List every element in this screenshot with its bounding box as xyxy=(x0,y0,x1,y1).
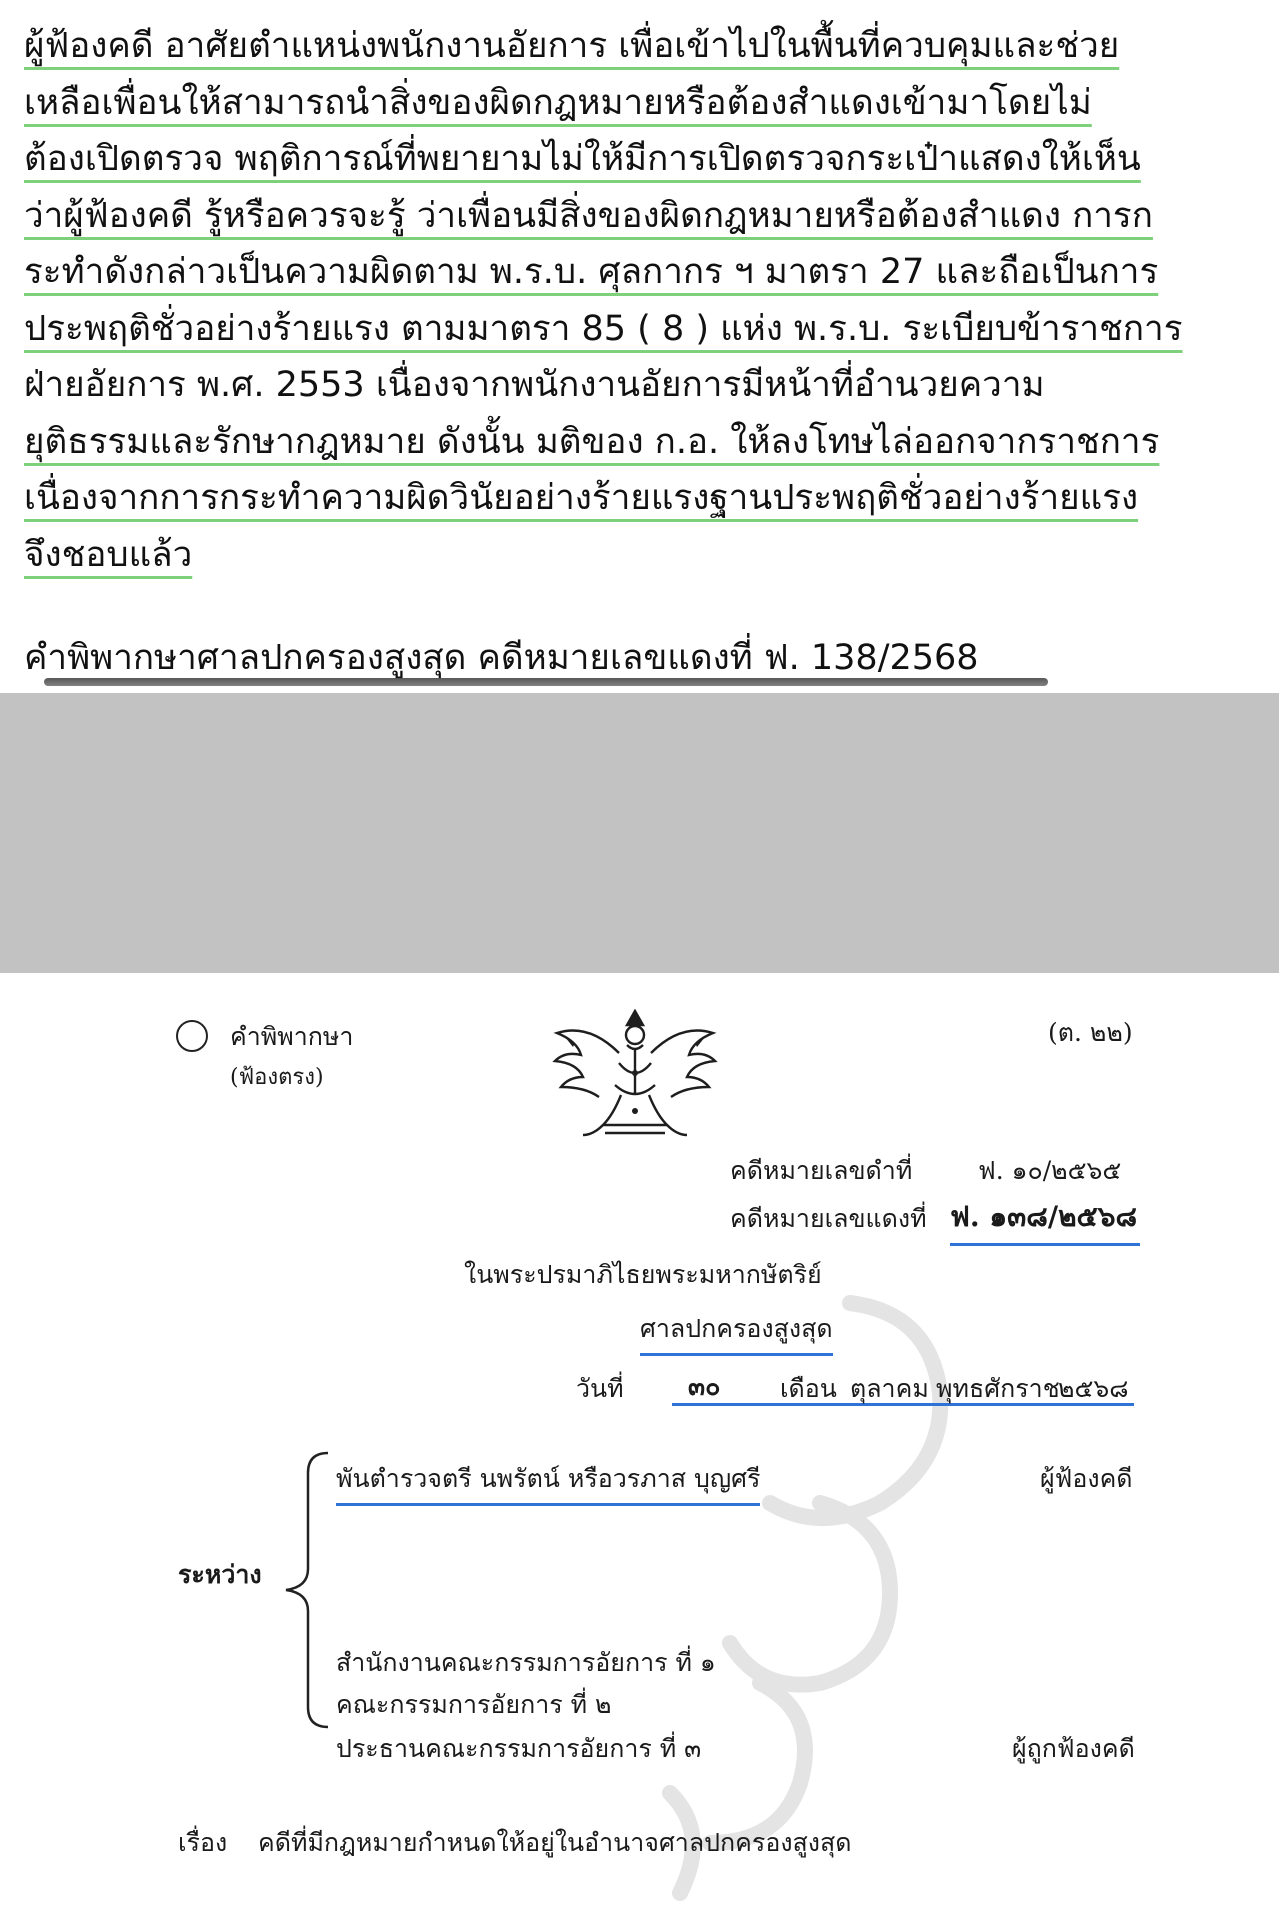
black-case-label: คดีหมายเลขดำที่ xyxy=(730,1156,913,1185)
commentary-line-6: ประพฤติชั่วอย่างร้ายแรง ตามมาตรา 85 ( 8 ) แห่ง พ.ร.บ. ระเบียบข้าราชการ xyxy=(24,308,1183,349)
defendant-3: ประธานคณะกรรมการอัยการ ที่ ๓ xyxy=(336,1734,702,1763)
citation: คำพิพากษาศาลปกครองสูงสุด คดีหมายเลขแดงที่ ฟ. 138/2568 xyxy=(24,638,979,678)
commentary-line-8: ยุติธรรมและรักษากฎหมาย ดังนั้น มติของ ก.อ. ให้ลงโทษไล่ออกจากราชการ xyxy=(24,421,1160,462)
commentary-line-2: เหลือเพื่อนให้สามารถนำสิ่งของผิดกฎหมายหรือต้องสำแดงเข้ามาโดยไม่ xyxy=(24,82,1092,123)
defendant-1: สำนักงานคณะกรรมการอัยการ ที่ ๑ xyxy=(336,1648,716,1677)
royal-line: ในพระปรมาภิไธยพระมหากษัตริย์ xyxy=(464,1260,822,1289)
garuda-emblem-icon xyxy=(545,993,725,1153)
subject-text: คดีที่มีกฎหมายกำหนดให้อยู่ในอำนาจศาลปกครองสูงสุด xyxy=(258,1828,852,1857)
red-case-number: ฟ. ๑๓๘/๒๕๖๘ xyxy=(950,1195,1140,1246)
commentary-line-3: ต้องเปิดตรวจ พฤติการณ์ที่พยายามไม่ให้มีการเปิดตรวจกระเป๋าแสดงให้เห็น xyxy=(24,139,1141,179)
commentary-line-10: จึงชอบแล้ว xyxy=(24,534,193,575)
year-label: พุทธศักราช xyxy=(936,1374,1060,1403)
commentary-line-1: ผู้ฟ้องคดี อาศัยตำแหน่งพนักงานอัยการ เพื่อเข้าไปในพื้นที่ควบคุมและช่วย xyxy=(24,26,1120,66)
brace-icon xyxy=(282,1451,332,1729)
date-month: ตุลาคม xyxy=(850,1374,929,1403)
court-name: ศาลปกครองสูงสุด xyxy=(640,1309,833,1356)
commentary-line-4: ว่าผู้ฟ้องคดี รู้หรือควรจะรู้ ว่าเพื่อนมีสิ่งของผิดกฎหมายหรือต้องสำแดง การก xyxy=(24,195,1153,236)
black-case-number: ฟ. ๑๐/๒๕๖๕ xyxy=(978,1156,1122,1185)
doc-type: คำพิพากษา xyxy=(230,1022,354,1051)
citation-underline xyxy=(44,678,1048,686)
doc-subtype: (ฟ้องตรง) xyxy=(230,1065,324,1090)
plaintiff-role: ผู้ฟ้องคดี xyxy=(1040,1464,1133,1493)
commentary-line-5: ระทำดังกล่าวเป็นความผิดตาม พ.ร.บ. ศุลกากร ฯ มาตรา 27 และถือเป็นการ xyxy=(24,252,1159,292)
commentary-line-9: เนื่องจากการกระทำความผิดวินัยอย่างร้ายแรงฐานประพฤติชั่วอย่างร้ายแรง xyxy=(24,478,1139,518)
month-label: เดือน xyxy=(780,1374,837,1403)
between-label: ระหว่าง xyxy=(178,1560,262,1589)
plaintiff-name: พันตำรวจตรี นพรัตน์ หรือวรภาส บุญศรี xyxy=(336,1459,760,1506)
separator-band xyxy=(0,693,1279,973)
subject-label: เรื่อง xyxy=(178,1828,228,1857)
date-label: วันที่ xyxy=(576,1374,624,1403)
red-case-label: คดีหมายเลขแดงที่ xyxy=(730,1204,927,1233)
judgment-scan xyxy=(0,973,1279,1887)
commentary-block xyxy=(24,18,1256,583)
date-year: ๒๕๖๘ xyxy=(1058,1374,1129,1403)
radio-circle-icon xyxy=(176,1020,208,1052)
defendant-2: คณะกรรมการอัยการ ที่ ๒ xyxy=(336,1690,612,1719)
commentary-line-7: ฝ่ายอัยการ พ.ศ. 2553 เนื่องจากพนักงานอัยการมีหน้าที่อำนวยความ xyxy=(24,365,1045,405)
defendant-role: ผู้ถูกฟ้องคดี xyxy=(1012,1734,1135,1763)
form-code: (ต. ๒๒) xyxy=(1048,1018,1133,1047)
date-day: ๓๐ xyxy=(688,1372,721,1401)
